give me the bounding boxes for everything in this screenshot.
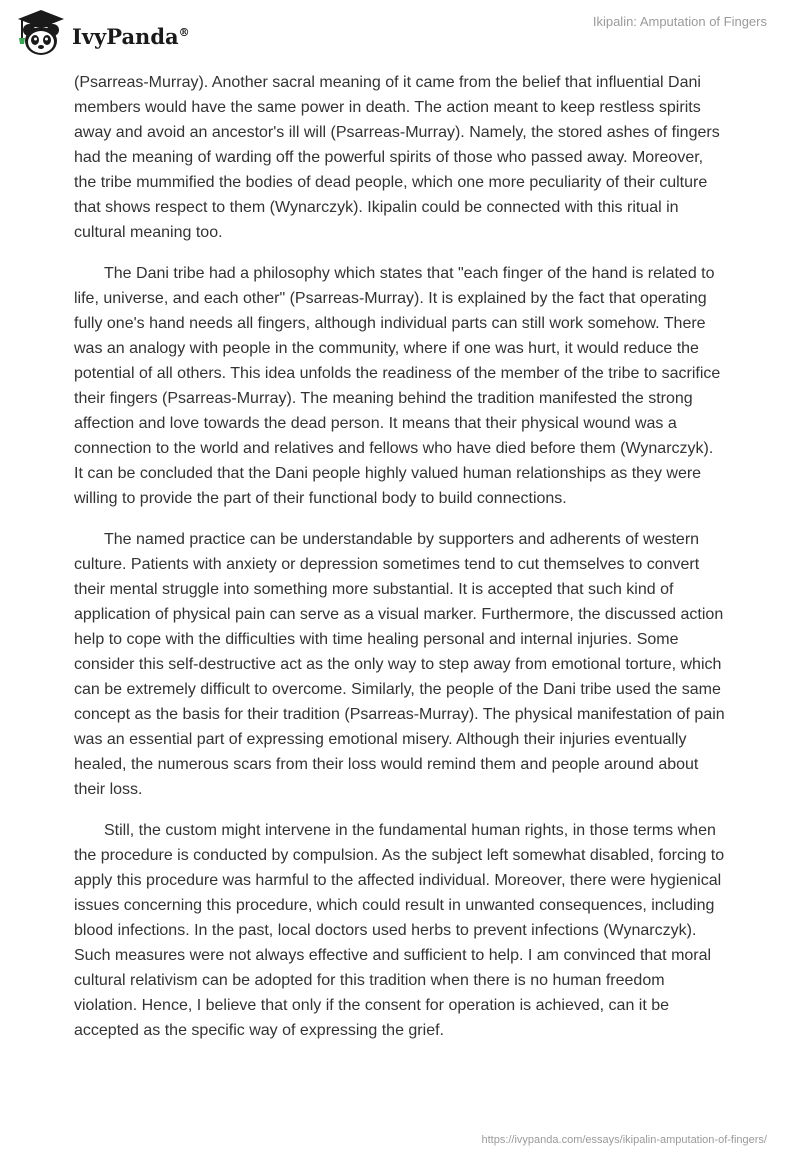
document-title: Ikipalin: Amputation of Fingers	[592, 14, 767, 29]
paragraph-2: The Dani tribe had a philosophy which states that "each finger of the hand is related to life, universe, and each other" (Psarreas-Murray). It is explained by the fact that operating fully one's hand needs all fingers, although individual parts can still work somehow. There was an analogy with people in the community, where if one was hurt, it would reduce the potential of all others. This idea unfolds the readiness of the member of the tribe to sacrifice their fingers (Psarreas-Murray). The meaning behind the tradition manifested the strong affection and love towards the dead person. It means that their physical wound was a connection to the world and relatives and fellows who have died before them (Wynarczyk). It can be concluded that the Dani people highly valued human relationships as they were willing to provide the part of their functional body to build connections.	[74, 265, 721, 507]
source-url-link[interactable]: https://ivypanda.com/essays/ikipalin-amputation-of-fingers/	[481, 1134, 767, 1146]
panda-graduation-cap-icon	[14, 8, 68, 58]
registered-mark: ®	[178, 25, 190, 39]
page-header	[0, 0, 800, 66]
essay-body	[74, 70, 726, 1059]
paragraph-1: (Psarreas-Murray). Another sacral meaning of it came from the belief that influential Dani members would have the same power in death. The action meant to keep restless spirits away and avoid an ancestor's ill will (Psarreas-Murray). Namely, the stored ashes of fingers had the meaning of warding off the powerful spirits of those who passed away. Moreover, the tribe mummified the bodies of dead people, which one more peculiarity of their culture that shows respect to them (Wynarczyk). Ikipalin could be connected with this ritual in cultural meaning too.	[74, 74, 720, 241]
paragraph-3: The named practice can be understandable by supporters and adherents of western culture. Patients with anxiety or depression sometimes tend to cut themselves to convert their mental struggle into something more substantial. It is accepted that such kind of application of physical pain can serve as a visual marker. Furthermore, the discussed action help to cope with the difficulties with time healing personal and internal injuries. Some consider this self-destructive act as the only way to step away from emotional torture, which can be extremely difficult to overcome. Similarly, the people of the Dani tribe used the same concept as the basis for their tradition (Psarreas-Murray). The physical manifestation of pain was an essential part of expressing emotional misery. Although their injuries eventually healed, the numerous scars from their loss would remind them and people around about their loss.	[74, 531, 725, 798]
ivypanda-logo[interactable]	[14, 8, 190, 58]
brand-name: IvyPanda®	[72, 23, 190, 49]
paragraph-4: Still, the custom might intervene in the fundamental human rights, in those terms when the procedure is conducted by compulsion. As the subject left somewhat disabled, forcing to apply this procedure was harmful to the affected individual. Moreover, there were hygienical issues concerning this procedure, which could result in unwanted consequences, including blood infections. In the past, local doctors used herbs to prevent infections (Wynarczyk). Such measures were not always effective and sufficient to help. I am convinced that moral cultural relativism can be adopted for this tradition when there is no human freedom violation. Hence, I believe that only if the consent for operation is achieved, can it be accepted as the specific way of expressing the grief.	[74, 822, 725, 1039]
